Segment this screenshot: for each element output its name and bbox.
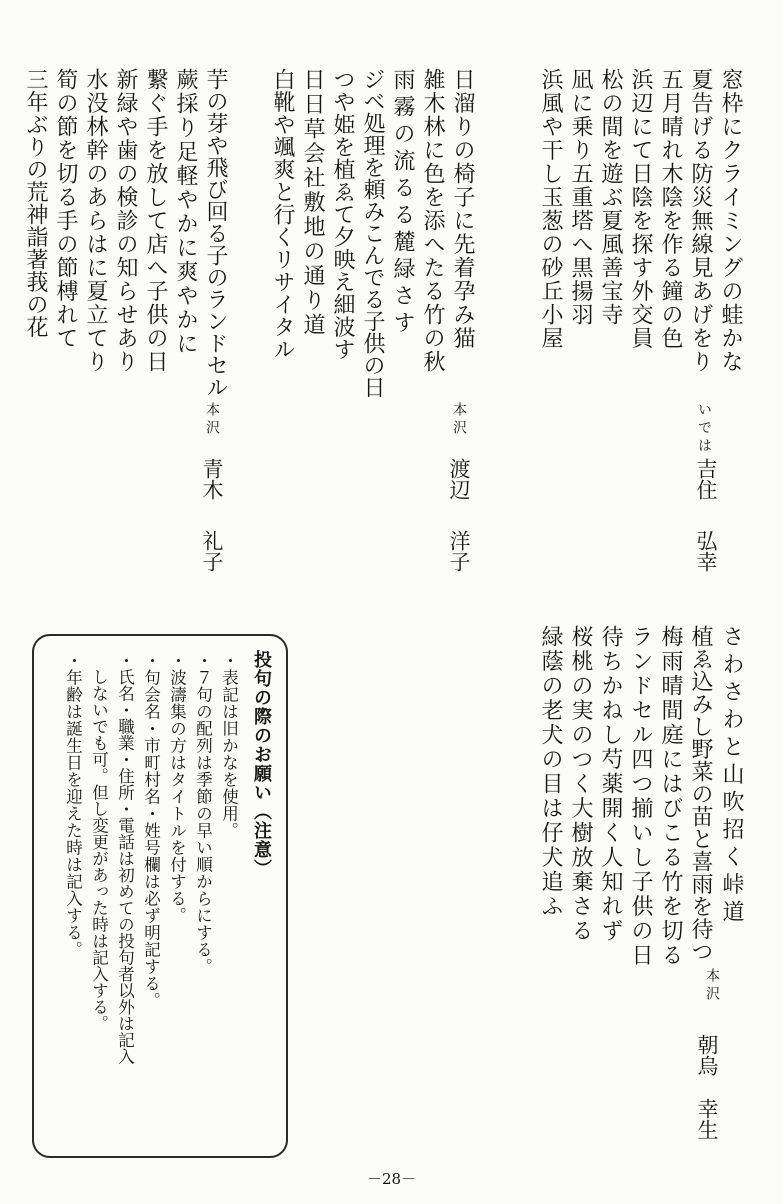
haiku-line: ジベ処理を頼みこんでる子供の日 [360,68,385,398]
author-family-name: 渡辺 [447,458,471,500]
note-item: ・表記は旧かなを使用。 [219,652,239,839]
author-location: 本沢 [204,402,220,438]
haiku-line: 白靴や颯爽と行くリサイタル [270,68,295,361]
haiku-line: 五月晴れ木陰を作る鐘の色 [658,68,683,350]
note-item: しないでも可。但し変更があった時は記入する。 [89,652,109,1032]
author-name [201,458,222,572]
haiku-line: 蕨採り足軽やかに爽やかに [173,68,198,356]
page-number: －28－ [366,1170,417,1188]
author-given-name: 弘幸 [694,530,718,572]
haiku-line: 窓枠にクライミングの蛙かな [718,68,743,374]
haiku-line: 水没林幹のあらはに夏立てり [83,68,108,374]
note-item: ・波濤集の方はタイトルを付する。 [167,652,187,924]
haiku-line: 待ちかねし芍薬開く人知れず [598,625,623,944]
haiku-line: 植ゑ込みし野菜の苗と喜雨を待つ [688,625,713,963]
author-family-name: 吉住 [694,458,718,500]
haiku-line: 梅雨晴間庭にはびこる竹を切る [658,625,683,968]
author-location: いでは [696,402,712,456]
haiku-line: ランドセル四つ揃いし子供の日 [628,625,653,968]
haiku-line: 芋の芽や飛び回る子のランドセル [203,68,228,398]
haiku-line: 凪に乗り五重塔へ黒揚羽 [568,68,593,327]
haiku-line: 日溜りの椅子に先着孕み猫 [450,68,475,350]
author-family-name: 青木 [200,458,224,500]
submission-notes-box [32,634,288,1158]
haiku-line: 新緑や歯の検診の知らせあり [113,68,138,374]
note-item: ・７句の配列は季節の早い順からにする。 [193,652,213,975]
note-item: ・氏名・職業・住所・電話は初めての投句者以外は記入 [115,652,135,1065]
author-given-name: 礼子 [200,530,224,572]
haiku-line: 松の間を遊ぶ夏風善宝寺 [598,68,623,327]
notes-title: 投句の際のお願い（注意） [251,650,272,878]
haiku-line: 浜辺にて日陰を探す外交員 [628,68,653,350]
author-location: 本沢 [451,402,467,438]
haiku-line: 雨霧の流るる麓緑さす [390,68,415,338]
haiku-line: 緑蔭の老犬の目は仔犬追ふ [538,625,563,919]
haiku-line: 日日草会社敷地の通り道 [300,68,325,338]
haiku-line: 繋ぐ手を放して店へ子供の日 [143,68,168,374]
author-location: 本沢 [704,968,720,1004]
author-name [695,458,716,572]
haiku-line: 浜風や干し玉葱の砂丘小屋 [538,68,563,350]
haiku-line: さわさわと山吹招く峠道 [719,625,744,928]
note-item: ・年齢は誕生日を迎えた時は記入する。 [63,652,83,958]
author-name [696,1034,717,1140]
author-family-name: 朝烏 [695,1034,719,1076]
author-name [448,458,469,572]
haiku-line: 筍の節を切る手の節榑れて [53,68,78,350]
haiku-line: 桜桃の実のつく大樹放棄さる [568,625,593,944]
haiku-line: 三年ぶりの荒神詣著莪の花 [23,68,48,338]
author-given-name: 洋子 [447,530,471,572]
haiku-line: 夏告げる防災無線見あげをり [688,68,713,374]
haiku-line: つや姫を植ゑて夕映え細波す [330,68,355,361]
author-given-name: 幸生 [695,1098,719,1140]
haiku-line: 雑木林に色を添へたる竹の秋 [420,68,445,374]
note-item: ・句会名・市町村名・姓号欄は必ず明記する。 [141,652,161,1009]
